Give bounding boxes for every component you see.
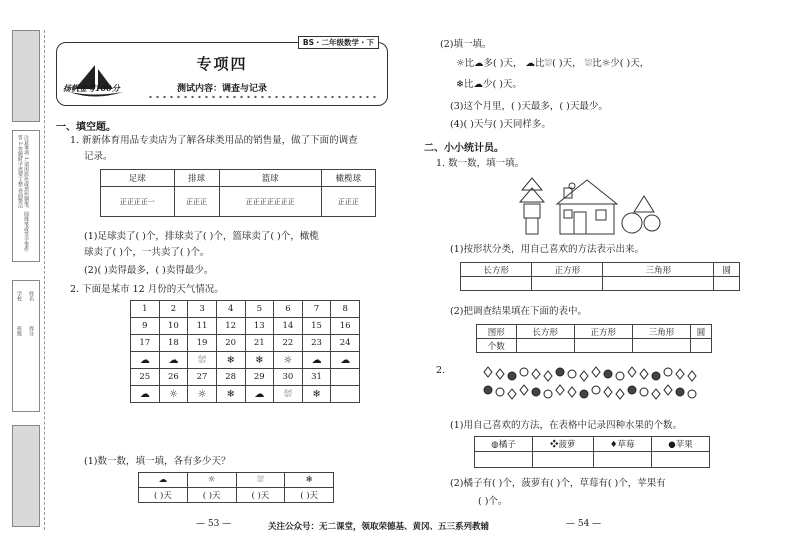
rain-icon: ⛆: [584, 58, 593, 69]
binding-fields-box: [12, 280, 40, 412]
pineapple-icon: ❖: [549, 440, 559, 450]
ball-sales-table: [100, 169, 376, 217]
sub4: (4)( )天与( )天同样多。: [450, 119, 551, 130]
fruit-cell: [651, 452, 709, 468]
calendar-day-number: 18: [159, 335, 188, 352]
calendar-day-number: 29: [245, 369, 274, 386]
q1-text-b: 记录。: [84, 151, 113, 162]
cloud-icon: ☁: [525, 58, 536, 69]
ball-header-basketball: 篮球: [219, 170, 321, 187]
section-header: [56, 38, 388, 106]
shape1-cell: [603, 277, 714, 291]
ball-tally-rugby: 正正正: [321, 187, 375, 217]
apple-icon: [556, 368, 564, 376]
calendar-day-number: 26: [159, 369, 188, 386]
orange-icon: [544, 390, 552, 398]
orange-icon: [688, 390, 696, 398]
shape1-cell: [461, 277, 532, 291]
dotted-rule: [147, 95, 379, 99]
strawberry-icon: [592, 367, 600, 377]
binding-dash-line: [44, 30, 45, 530]
pineapple-icon: [532, 369, 540, 379]
rain-icon: ⛆: [256, 474, 264, 485]
logo-text: 扬帆金考100分: [63, 83, 120, 93]
fruit-cell: [475, 452, 533, 468]
pineapple-icon: [604, 387, 612, 397]
calendar-day-number: 16: [331, 318, 360, 335]
q1-text-a: 1. 新新体育用品专卖店为了解各球类用品的销售量，做了下面的调查: [70, 135, 358, 146]
s2-q2-sub2-a: (2)橘子有( )个，菠萝有( )个，草莓有( )个，苹果有: [450, 478, 666, 489]
fruit-header-apple: [651, 437, 709, 452]
rectangle-shape: [526, 218, 538, 234]
compare-word: 比: [592, 58, 602, 69]
fruit-table: [474, 436, 710, 468]
orange-icon: [616, 372, 624, 380]
sun-icon: ☼: [207, 474, 216, 485]
binding-strip: [0, 30, 42, 530]
strawberry-icon: [616, 389, 624, 399]
count-cell-snow: ( )天: [285, 488, 334, 503]
count-col-cloud: [139, 473, 188, 488]
apple-icon: [604, 370, 612, 378]
page-title: 专项四: [196, 55, 248, 73]
section1-heading: 一、填空题。: [56, 122, 116, 133]
cloud-icon: ☁: [158, 474, 168, 485]
fruit-cell: [533, 452, 594, 468]
pineapple-icon: [628, 367, 636, 377]
calendar-day-number: 15: [302, 318, 331, 335]
q2-sub1: (1)数一数，填一填，各有多少天？: [84, 456, 231, 467]
sub2-line2: [456, 78, 522, 91]
calendar-row: [131, 352, 360, 369]
apple-icon: [628, 386, 636, 394]
shape1-cell: [532, 277, 603, 291]
footer-note: 关注公众号：无二课堂，领取荣德基、黄冈、五三系列教辅: [268, 522, 490, 532]
s2-q1-sub2: (2)把调查结果填在下面的表中。: [450, 306, 587, 317]
strawberry-icon: ♦: [609, 440, 618, 450]
fruit-header-strawberry: [593, 437, 651, 452]
shape1-header-rectangle: 长方形: [461, 263, 532, 277]
q1-sub1-a: (1)足球卖了( )个，排球卖了( )个，篮球卖了( )个，橄榄: [84, 231, 319, 242]
strawberry-icon: [688, 371, 696, 381]
calendar-day-number: 6: [274, 301, 303, 318]
orange-icon: [520, 368, 528, 376]
sub2-heading: (2)填一填。: [440, 39, 492, 50]
orange-icon: [568, 370, 576, 378]
calendar-day-number: 24: [331, 335, 360, 352]
orange-icon: [496, 388, 504, 396]
s2-q2-sub2-b: ( )个。: [478, 496, 508, 507]
calendar-day-number: 21: [245, 335, 274, 352]
q2-text: 2. 下面是某市 12 月份的天气情况。: [70, 284, 224, 295]
shape2-header-rectangle: 长方形: [516, 325, 574, 339]
pineapple-icon: [580, 371, 588, 381]
calendar-day-number: 9: [131, 318, 160, 335]
calendar-row: [131, 301, 360, 318]
cloud-icon: ☁: [159, 352, 188, 369]
count-cell-sun: ( )天: [187, 488, 236, 503]
ball-tally-basketball: 正正正正正正正: [219, 187, 321, 217]
snow-icon: ❄: [216, 386, 245, 403]
strawberry-icon: [568, 387, 576, 397]
calendar-row: [131, 369, 360, 386]
shape2-row-label: 个数: [477, 339, 517, 353]
calendar-day-number: 2: [159, 301, 188, 318]
compare-word: 比: [535, 58, 545, 69]
compare-word: 比: [464, 58, 475, 69]
field-class-label: 班级: [16, 326, 22, 336]
fruit-label-strawberry: 草莓: [617, 440, 635, 450]
strawberry-icon: [496, 369, 504, 379]
page-subtitle: 测试内容：调查与记录: [176, 84, 267, 94]
calendar-day-number: 23: [302, 335, 331, 352]
count-cell-cloud: ( )天: [139, 488, 188, 503]
calendar-day-number: 11: [188, 318, 217, 335]
orange-icon: [640, 388, 648, 396]
pineapple-icon: [556, 385, 564, 395]
apple-icon: [652, 372, 660, 380]
apple-icon: [484, 386, 492, 394]
field-school-label: 学校: [16, 291, 22, 301]
compare-blank: 少( )天，: [610, 58, 650, 69]
calendar-day-number: 12: [216, 318, 245, 335]
calendar-day-number: 4: [216, 301, 245, 318]
q1-sub2: (2)( )卖得最多，( )卖得最少。: [84, 265, 214, 276]
calendar-day-number: 19: [188, 335, 217, 352]
cloud-icon: ☁: [331, 352, 360, 369]
rain-icon: ⛆: [274, 386, 303, 403]
sun-icon: ☼: [274, 352, 303, 369]
shape-table-2: [476, 324, 712, 353]
shape-picture: [512, 176, 672, 236]
s2-q2-sub1: (1)用自己喜欢的方法，在表格中记录四种水果的个数。: [450, 420, 682, 431]
fruit-picture: [480, 362, 700, 404]
square-shape: [524, 204, 540, 218]
pineapple-icon: [652, 389, 660, 399]
calendar-day-number: 17: [131, 335, 160, 352]
count-col-rain: [236, 473, 285, 488]
fruit-label-apple: 苹果: [675, 440, 693, 450]
s2-q2-label: 2.: [436, 365, 446, 376]
snow-icon: ❄: [456, 79, 464, 90]
rain-icon: ⛆: [544, 58, 553, 69]
binding-gray-bottom: [12, 425, 40, 527]
calendar-empty-cell: [331, 386, 360, 403]
sun-icon: ☼: [456, 58, 465, 69]
shape2-header-triangle: 三角形: [632, 325, 690, 339]
sub2-line1: [456, 57, 649, 70]
snow-icon: ❄: [305, 474, 313, 485]
cloud-icon: ☁: [245, 386, 274, 403]
calendar-row: [131, 386, 360, 403]
pineapple-icon: [508, 389, 516, 399]
compare-blank: ( )天，: [552, 58, 582, 69]
shape-table-1: [460, 262, 740, 291]
shape2-cell: [574, 339, 632, 353]
snow-icon: ❄: [302, 386, 331, 403]
shape1-cell: [714, 277, 740, 291]
calendar-day-number: 22: [274, 335, 303, 352]
sun-icon: ☼: [188, 386, 217, 403]
compare-blank: 少( )天。: [482, 79, 522, 90]
ball-header-volleyball: 排球: [174, 170, 219, 187]
weather-calendar: [130, 300, 360, 403]
strawberry-icon: [544, 371, 552, 381]
shape2-cell: [516, 339, 574, 353]
calendar-day-number: 28: [216, 369, 245, 386]
field-score-label: 得分: [28, 326, 34, 336]
count-col-snow: [285, 473, 334, 488]
cloud-icon: ☁: [473, 79, 483, 90]
fruit-cell: [593, 452, 651, 468]
shape2-cell: [691, 339, 712, 353]
calendar-day-number: 14: [274, 318, 303, 335]
grade-tag: BS・二年级数学・下: [298, 36, 379, 49]
calendar-day-number: 10: [159, 318, 188, 335]
fruit-header-orange: [475, 437, 533, 452]
calendar-day-number: 7: [302, 301, 331, 318]
shape1-header-triangle: 三角形: [603, 263, 714, 277]
calendar-day-number: 3: [188, 301, 217, 318]
compare-word: 比: [463, 79, 474, 90]
shape2-header-circle: 圆: [691, 325, 712, 339]
calendar-empty-cell: [331, 369, 360, 386]
sub3: (3)这个月里，( )天最多，( )天最少。: [450, 101, 608, 112]
section2-heading: 二、小小统计员。: [424, 143, 504, 154]
apple-icon: ●: [668, 440, 676, 450]
calendar-day-number: 31: [302, 369, 331, 386]
sun-icon: ☼: [601, 58, 611, 69]
binding-notes-box: [12, 130, 40, 262]
shape2-cell: [632, 339, 690, 353]
s2-q1-sub1: (1)按形状分类，用自己喜欢的方法表示出来。: [450, 244, 644, 255]
shape1-header-square: 正方形: [532, 263, 603, 277]
sun-icon: ☼: [159, 386, 188, 403]
apple-icon: [508, 372, 516, 380]
cloud-icon: ☁: [302, 352, 331, 369]
rain-icon: ⛆: [188, 352, 217, 369]
ball-header-football: 足球: [101, 170, 175, 187]
apple-icon: [580, 390, 588, 398]
calendar-day-number: 27: [188, 369, 217, 386]
shape2-header-label: 图形: [477, 325, 517, 339]
strawberry-icon: [640, 369, 648, 379]
left-page-number: — 53 —: [196, 519, 232, 529]
calendar-row: [131, 335, 360, 352]
orange-icon: [664, 368, 672, 376]
field-name-label: 姓名: [28, 291, 34, 301]
pineapple-icon: [484, 367, 492, 377]
orange-icon: ◍: [491, 440, 499, 450]
calendar-day-number: 13: [245, 318, 274, 335]
cloud-icon: ☁: [131, 386, 160, 403]
calendar-row: [131, 318, 360, 335]
calendar-day-number: 30: [274, 369, 303, 386]
cloud-icon: ☁: [131, 352, 160, 369]
calendar-day-number: 1: [131, 301, 160, 318]
apple-icon: [532, 388, 540, 396]
snow-icon: ❄: [216, 352, 245, 369]
shape2-header-square: 正方形: [574, 325, 632, 339]
fruit-label-orange: 橘子: [498, 440, 516, 450]
binding-gray-top: [12, 30, 40, 122]
calendar-day-number: 5: [245, 301, 274, 318]
weather-count-table: [138, 472, 334, 503]
count-col-sun: [187, 473, 236, 488]
ball-tally-football: 正正正正一: [101, 187, 175, 217]
binding-notes-text: 注意事项 1.请用蓝色或黑色钢笔、圆珠笔或签字笔作答 2.答题时字迹要工整 卷面整洁: [17, 135, 29, 252]
pineapple-icon: [676, 369, 684, 379]
calendar-day-number: 20: [216, 335, 245, 352]
cloud-icon: ☁: [474, 58, 484, 69]
s2-q1-text: 1. 数一数，填一填。: [436, 158, 525, 169]
apple-icon: [676, 388, 684, 396]
shape1-header-circle: 圆: [714, 263, 740, 277]
orange-icon: [592, 386, 600, 394]
compare-blank: 多( )天，: [483, 58, 523, 69]
fruit-header-pineapple: [533, 437, 594, 452]
strawberry-icon: [664, 385, 672, 395]
calendar-day-number: 8: [331, 301, 360, 318]
ball-tally-volleyball: 正正正: [174, 187, 219, 217]
ball-header-rugby: 橄榄球: [321, 170, 375, 187]
snow-icon: ❄: [245, 352, 274, 369]
q1-sub1-b: 球卖了( )个，一共卖了( )个。: [84, 247, 210, 258]
strawberry-icon: [520, 385, 528, 395]
fruit-label-pineapple: 菠萝: [558, 440, 576, 450]
calendar-day-number: 25: [131, 369, 160, 386]
right-page-number: — 54 —: [566, 519, 602, 529]
count-cell-rain: ( )天: [236, 488, 285, 503]
